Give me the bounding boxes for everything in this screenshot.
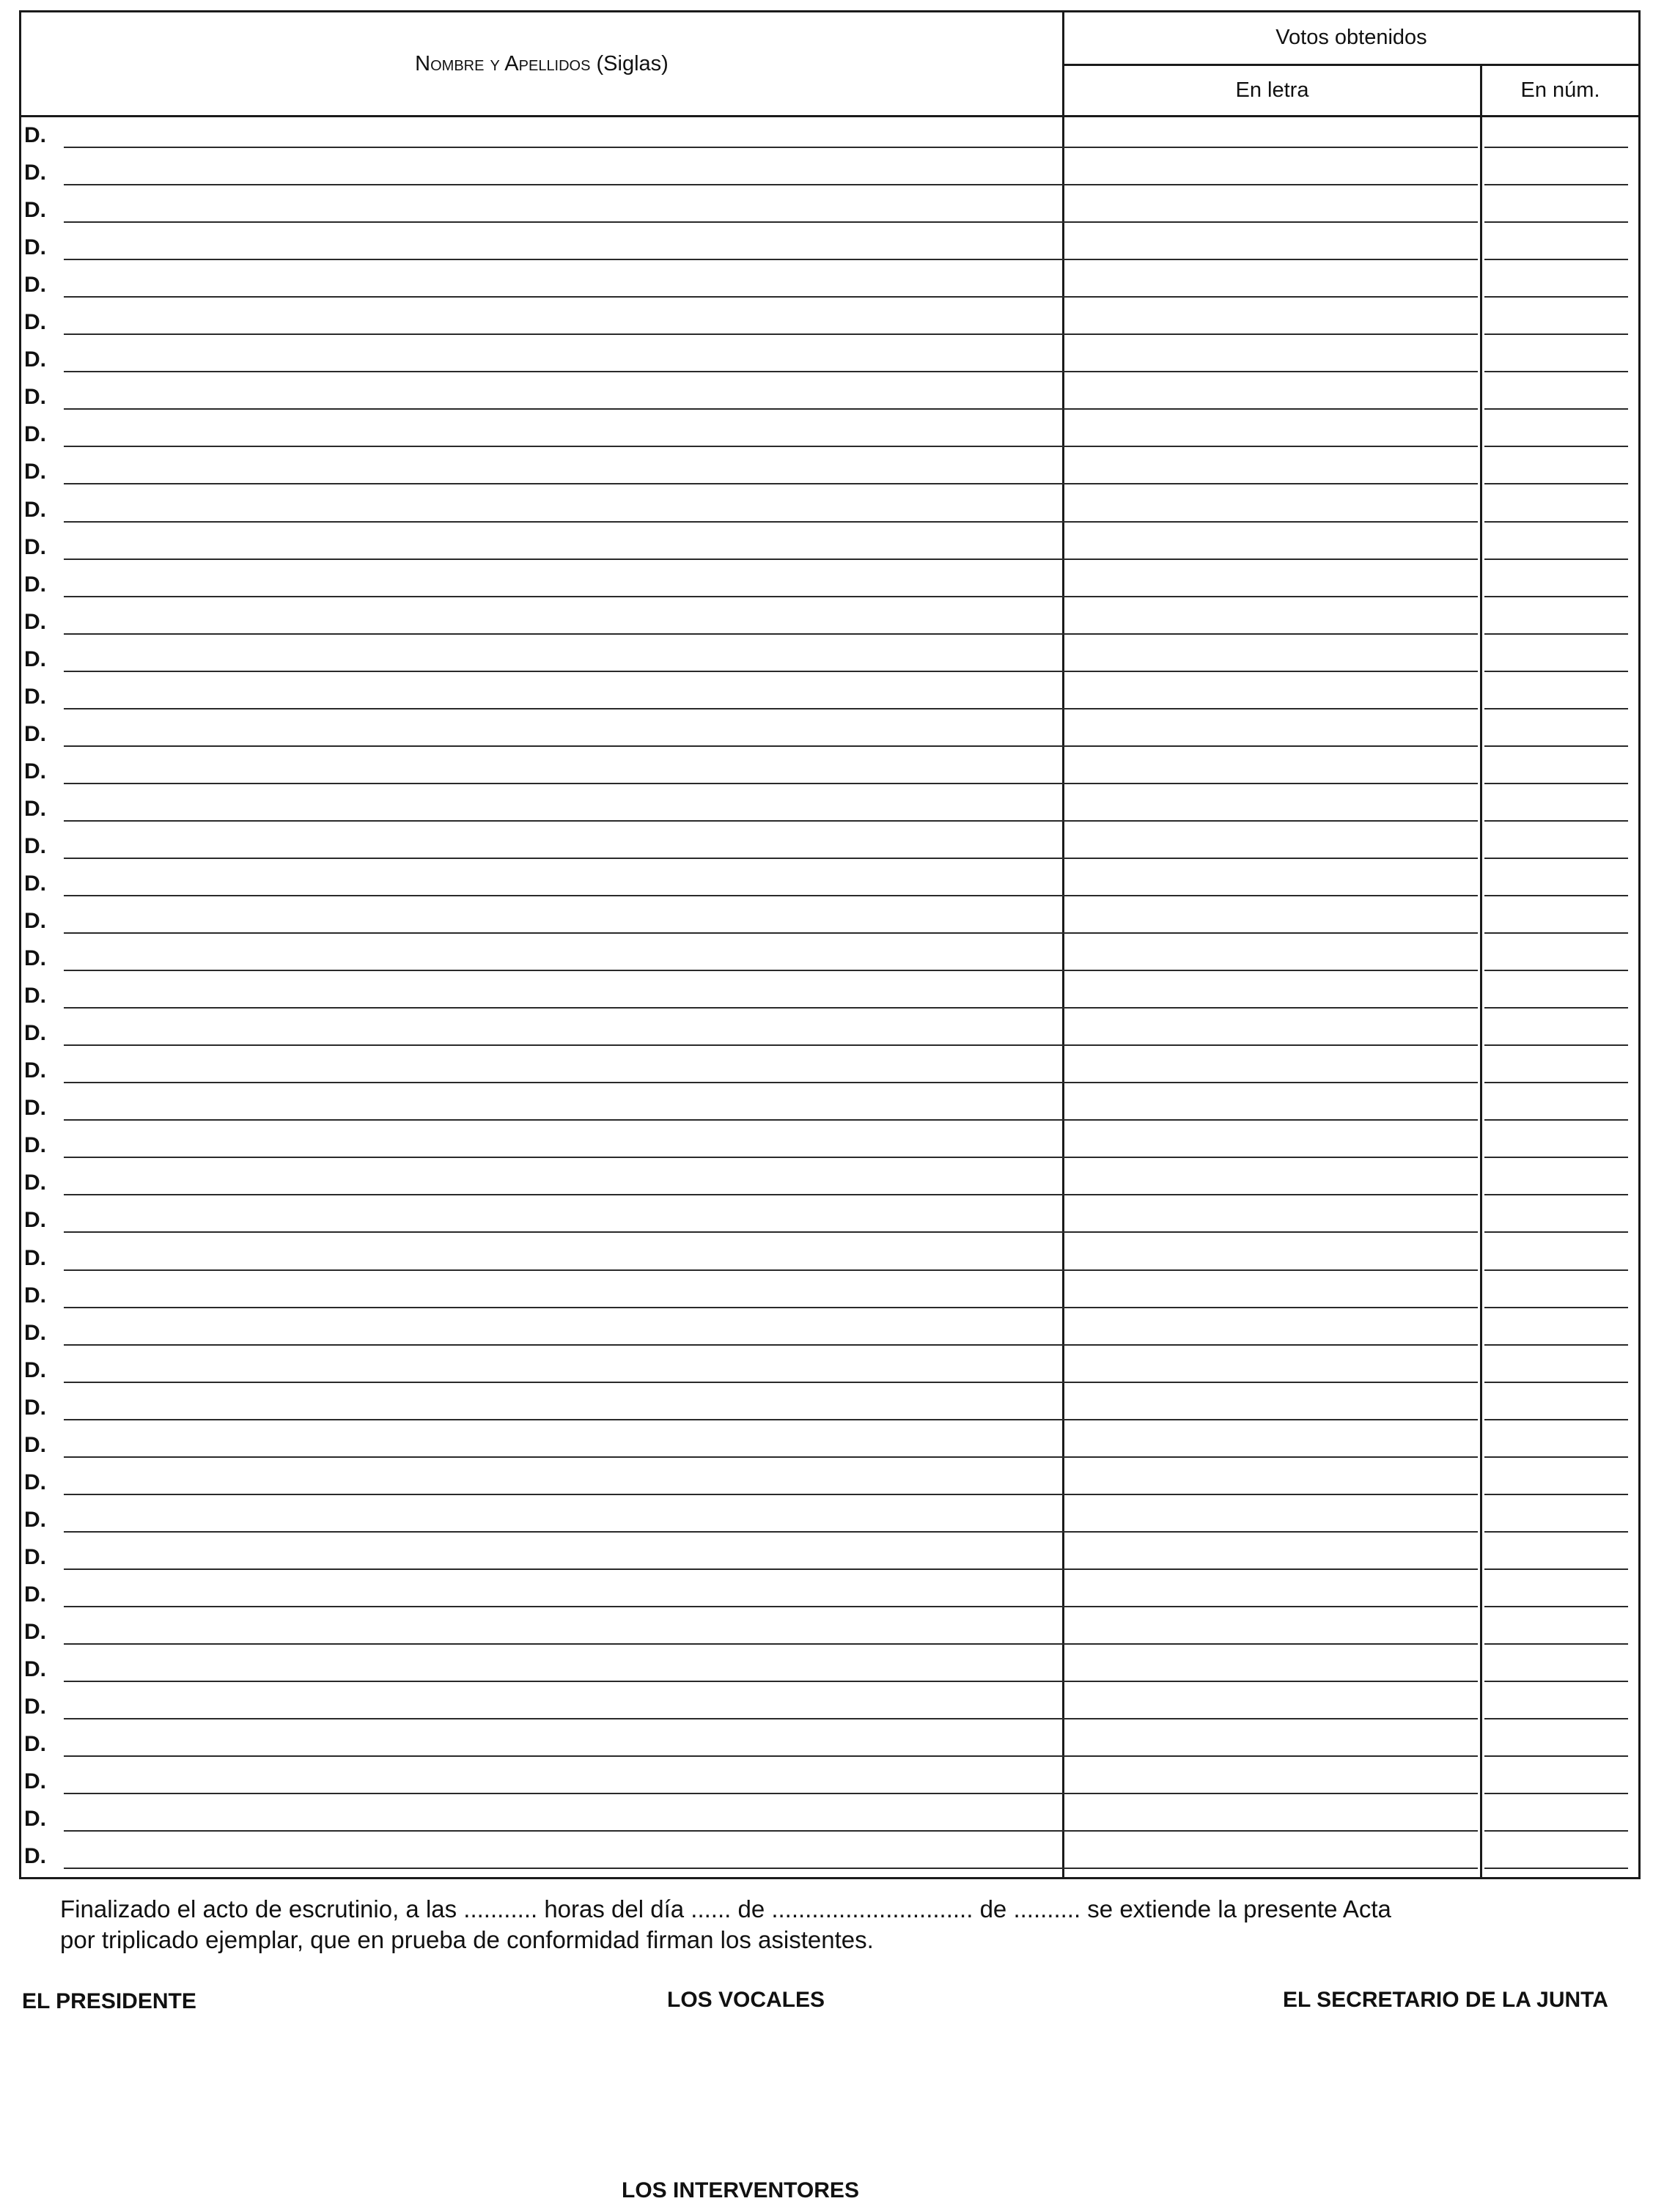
votes-letter-field[interactable] bbox=[1071, 1531, 1478, 1533]
row-prefix: D. bbox=[24, 497, 46, 522]
closing-line-1: Finalizado el acto de escrutinio, a las ........... horas del día ...... de .............................. de .......... se extiende la presente Acta bbox=[60, 1895, 1391, 1922]
votes-number-field[interactable] bbox=[1484, 1269, 1628, 1271]
candidate-name-field[interactable] bbox=[64, 1793, 1075, 1794]
row-prefix: D. bbox=[24, 1544, 46, 1569]
candidate-name-field[interactable] bbox=[64, 408, 1075, 410]
row-prefix: D. bbox=[24, 198, 46, 223]
row-prefix: D. bbox=[24, 1695, 46, 1719]
row-prefix: D. bbox=[24, 984, 46, 1009]
votes-number-field[interactable] bbox=[1484, 1494, 1628, 1495]
candidate-row bbox=[21, 567, 1638, 604]
votes-letter-field[interactable] bbox=[1071, 1382, 1478, 1383]
candidate-row bbox=[21, 978, 1638, 1015]
votes-letter-field[interactable] bbox=[1071, 1606, 1478, 1607]
candidate-name-field[interactable] bbox=[64, 1194, 1075, 1195]
candidate-name-field[interactable] bbox=[64, 221, 1075, 223]
candidate-row bbox=[21, 117, 1638, 155]
candidate-name-field[interactable] bbox=[64, 1643, 1075, 1645]
votes-letter-field[interactable] bbox=[1071, 745, 1478, 747]
row-prefix: D. bbox=[24, 310, 46, 335]
votes-number-field[interactable] bbox=[1484, 521, 1628, 523]
votes-number-field[interactable] bbox=[1484, 1044, 1628, 1046]
votes-number-field[interactable] bbox=[1484, 1194, 1628, 1195]
votes-letter-field[interactable] bbox=[1071, 1269, 1478, 1271]
votes-letter-field[interactable] bbox=[1071, 1868, 1478, 1869]
candidate-name-field[interactable] bbox=[64, 259, 1075, 260]
candidate-name-field[interactable] bbox=[64, 1830, 1075, 1832]
candidate-name-field[interactable] bbox=[64, 858, 1075, 859]
candidate-name-field[interactable] bbox=[64, 371, 1075, 372]
votes-number-field[interactable] bbox=[1484, 1643, 1628, 1645]
candidate-row bbox=[21, 416, 1638, 454]
row-prefix: D. bbox=[24, 161, 46, 185]
votes-letter-field[interactable] bbox=[1071, 371, 1478, 372]
candidate-name-field[interactable] bbox=[64, 633, 1075, 635]
votes-number-field[interactable] bbox=[1484, 820, 1628, 822]
votes-number-field[interactable] bbox=[1484, 745, 1628, 747]
votes-number-field[interactable] bbox=[1484, 1419, 1628, 1420]
candidate-row bbox=[21, 866, 1638, 903]
votes-letter-header: En letra bbox=[1235, 78, 1309, 102]
candidate-name-field[interactable] bbox=[64, 1231, 1075, 1233]
row-prefix: D. bbox=[24, 1507, 46, 1532]
name-column-title: Nombre y Apellidos bbox=[415, 52, 591, 75]
votes-group-rule bbox=[1062, 64, 1638, 66]
votes-number-field[interactable] bbox=[1484, 708, 1628, 709]
candidate-row bbox=[21, 229, 1638, 267]
candidate-row bbox=[21, 1801, 1638, 1838]
secretary-signature-label: EL SECRETARIO DE LA JUNTA bbox=[1283, 1988, 1608, 2012]
candidate-name-field[interactable] bbox=[64, 745, 1075, 747]
votes-number-field[interactable] bbox=[1484, 932, 1628, 934]
row-prefix: D. bbox=[24, 1133, 46, 1158]
scrutiny-table bbox=[19, 10, 1641, 1879]
row-prefix: D. bbox=[24, 460, 46, 484]
candidate-name-field[interactable] bbox=[64, 184, 1075, 185]
candidate-row bbox=[21, 1651, 1638, 1689]
votes-letter-field[interactable] bbox=[1071, 184, 1478, 185]
votes-letter-field[interactable] bbox=[1071, 1344, 1478, 1346]
candidate-name-field[interactable] bbox=[64, 932, 1075, 934]
votes-letter-field[interactable] bbox=[1071, 1456, 1478, 1458]
row-prefix: D. bbox=[24, 1470, 46, 1494]
votes-letter-field[interactable] bbox=[1071, 671, 1478, 672]
candidate-row bbox=[21, 1726, 1638, 1763]
candidate-name-field[interactable] bbox=[64, 1681, 1075, 1682]
votes-number-field[interactable] bbox=[1484, 1681, 1628, 1682]
votes-number-field[interactable] bbox=[1484, 970, 1628, 971]
votes-letter-field[interactable] bbox=[1071, 1643, 1478, 1645]
votes-number-field[interactable] bbox=[1484, 858, 1628, 859]
row-prefix: D. bbox=[24, 572, 46, 597]
candidate-name-field[interactable] bbox=[64, 1718, 1075, 1719]
votes-number-field[interactable] bbox=[1484, 296, 1628, 298]
row-prefix: D. bbox=[24, 833, 46, 858]
candidate-name-field[interactable] bbox=[64, 1494, 1075, 1495]
row-prefix: D. bbox=[24, 646, 46, 671]
candidate-row bbox=[21, 940, 1638, 978]
votes-letter-field[interactable] bbox=[1071, 1231, 1478, 1233]
votes-number-field[interactable] bbox=[1484, 1755, 1628, 1757]
votes-letter-field[interactable] bbox=[1071, 521, 1478, 523]
candidate-row bbox=[21, 1240, 1638, 1278]
votes-number-field[interactable] bbox=[1484, 596, 1628, 597]
votes-letter-field[interactable] bbox=[1071, 1830, 1478, 1832]
votes-number-field[interactable] bbox=[1484, 221, 1628, 223]
candidate-row bbox=[21, 1052, 1638, 1090]
votes-letter-field[interactable] bbox=[1071, 446, 1478, 447]
votes-number-field[interactable] bbox=[1484, 1456, 1628, 1458]
votes-letter-field[interactable] bbox=[1071, 221, 1478, 223]
row-prefix: D. bbox=[24, 1170, 46, 1195]
votes-number-field[interactable] bbox=[1484, 259, 1628, 260]
row-prefix: D. bbox=[24, 1096, 46, 1121]
candidate-name-field[interactable] bbox=[64, 1606, 1075, 1607]
candidate-row bbox=[21, 1539, 1638, 1577]
votes-letter-field[interactable] bbox=[1071, 1194, 1478, 1195]
candidate-row bbox=[21, 604, 1638, 641]
candidate-row bbox=[21, 791, 1638, 828]
votes-number-field[interactable] bbox=[1484, 1868, 1628, 1869]
candidate-name-field[interactable] bbox=[64, 1344, 1075, 1346]
candidate-row bbox=[21, 1577, 1638, 1614]
candidate-name-field[interactable] bbox=[64, 970, 1075, 971]
candidate-name-field[interactable] bbox=[64, 333, 1075, 335]
candidate-row bbox=[21, 492, 1638, 529]
name-column-header bbox=[21, 52, 1062, 76]
candidate-row bbox=[21, 192, 1638, 229]
row-prefix: D. bbox=[24, 385, 46, 410]
votes-letter-field[interactable] bbox=[1071, 970, 1478, 971]
row-prefix: D. bbox=[24, 946, 46, 971]
row-prefix: D. bbox=[24, 1283, 46, 1308]
votes-letter-field[interactable] bbox=[1071, 1119, 1478, 1121]
row-prefix: D. bbox=[24, 235, 46, 260]
candidate-row bbox=[21, 641, 1638, 679]
candidate-name-field[interactable] bbox=[64, 1456, 1075, 1458]
candidate-row bbox=[21, 1763, 1638, 1801]
votes-letter-field[interactable] bbox=[1071, 1494, 1478, 1495]
candidate-row bbox=[21, 267, 1638, 304]
row-prefix: D. bbox=[24, 1320, 46, 1345]
candidate-row bbox=[21, 1165, 1638, 1202]
row-prefix: D. bbox=[24, 1021, 46, 1046]
candidate-row bbox=[21, 1502, 1638, 1539]
candidate-name-field[interactable] bbox=[64, 671, 1075, 672]
row-prefix: D. bbox=[24, 1432, 46, 1457]
votes-letter-field[interactable] bbox=[1071, 483, 1478, 484]
row-prefix: D. bbox=[24, 534, 46, 559]
row-prefix: D. bbox=[24, 684, 46, 709]
candidate-name-field[interactable] bbox=[64, 1007, 1075, 1009]
candidate-name-field[interactable] bbox=[64, 1382, 1075, 1383]
candidate-name-field[interactable] bbox=[64, 1868, 1075, 1869]
votes-letter-field[interactable] bbox=[1071, 633, 1478, 635]
votes-letter-field[interactable] bbox=[1071, 147, 1478, 148]
candidate-row bbox=[21, 828, 1638, 866]
candidate-row bbox=[21, 1127, 1638, 1165]
row-prefix: D. bbox=[24, 1582, 46, 1607]
candidate-name-field[interactable] bbox=[64, 1307, 1075, 1308]
candidate-row bbox=[21, 1015, 1638, 1052]
row-prefix: D. bbox=[24, 1245, 46, 1270]
votes-letter-field[interactable] bbox=[1071, 1755, 1478, 1757]
votes-number-field[interactable] bbox=[1484, 1606, 1628, 1607]
row-prefix: D. bbox=[24, 609, 46, 634]
votes-letter-field[interactable] bbox=[1071, 708, 1478, 709]
candidate-name-field[interactable] bbox=[64, 820, 1075, 822]
votes-letter-field[interactable] bbox=[1071, 1307, 1478, 1308]
candidate-name-field[interactable] bbox=[64, 446, 1075, 447]
votes-number-field[interactable] bbox=[1484, 783, 1628, 784]
votes-group-header: Votos obtenidos bbox=[1275, 26, 1427, 49]
votes-letter-field[interactable] bbox=[1071, 296, 1478, 298]
candidate-row bbox=[21, 454, 1638, 491]
votes-letter-field[interactable] bbox=[1071, 1718, 1478, 1719]
row-prefix: D. bbox=[24, 1208, 46, 1233]
candidate-name-field[interactable] bbox=[64, 1531, 1075, 1533]
votes-number-field[interactable] bbox=[1484, 1718, 1628, 1719]
row-prefix: D. bbox=[24, 1620, 46, 1644]
row-prefix: D. bbox=[24, 909, 46, 934]
votes-number-field[interactable] bbox=[1484, 1231, 1628, 1233]
votes-number-field[interactable] bbox=[1484, 371, 1628, 372]
candidate-row bbox=[21, 529, 1638, 567]
row-prefix: D. bbox=[24, 1657, 46, 1682]
candidate-name-field[interactable] bbox=[64, 1082, 1075, 1083]
votes-letter-field[interactable] bbox=[1071, 1007, 1478, 1009]
row-prefix: D. bbox=[24, 422, 46, 447]
row-prefix: D. bbox=[24, 1844, 46, 1869]
votes-number-field[interactable] bbox=[1484, 633, 1628, 635]
candidate-name-field[interactable] bbox=[64, 783, 1075, 784]
votes-number-field[interactable] bbox=[1484, 1531, 1628, 1533]
votes-number-field[interactable] bbox=[1484, 408, 1628, 410]
votes-letter-field[interactable] bbox=[1071, 259, 1478, 260]
row-prefix: D. bbox=[24, 1395, 46, 1420]
candidate-row bbox=[21, 679, 1638, 716]
votes-letter-field[interactable] bbox=[1071, 895, 1478, 896]
candidate-row bbox=[21, 304, 1638, 342]
votes-number-field[interactable] bbox=[1484, 1793, 1628, 1794]
votes-letter-field[interactable] bbox=[1071, 408, 1478, 410]
votes-number-field[interactable] bbox=[1484, 558, 1628, 560]
votes-number-field[interactable] bbox=[1484, 1307, 1628, 1308]
candidate-name-field[interactable] bbox=[64, 1044, 1075, 1046]
votes-letter-field[interactable] bbox=[1071, 1082, 1478, 1083]
row-prefix: D. bbox=[24, 796, 46, 821]
votes-number-field[interactable] bbox=[1484, 1082, 1628, 1083]
candidate-row bbox=[21, 1315, 1638, 1352]
candidate-name-field[interactable] bbox=[64, 483, 1075, 484]
candidate-name-field[interactable] bbox=[64, 296, 1075, 298]
president-signature-label: EL PRESIDENTE bbox=[22, 1989, 196, 2013]
row-prefix: D. bbox=[24, 721, 46, 746]
candidate-row bbox=[21, 753, 1638, 791]
votes-number-field[interactable] bbox=[1484, 483, 1628, 484]
candidate-row bbox=[21, 1202, 1638, 1239]
votes-number-field[interactable] bbox=[1484, 895, 1628, 896]
row-prefix: D. bbox=[24, 1807, 46, 1832]
row-prefix: D. bbox=[24, 347, 46, 372]
candidate-name-field[interactable] bbox=[64, 1568, 1075, 1570]
votes-number-field[interactable] bbox=[1484, 147, 1628, 148]
candidate-row bbox=[21, 342, 1638, 379]
candidate-row bbox=[21, 155, 1638, 192]
votes-letter-field[interactable] bbox=[1071, 932, 1478, 934]
row-prefix: D. bbox=[24, 871, 46, 896]
votes-number-field[interactable] bbox=[1484, 1830, 1628, 1832]
candidate-name-field[interactable] bbox=[64, 147, 1075, 148]
row-prefix: D. bbox=[24, 1058, 46, 1083]
row-prefix: D. bbox=[24, 1732, 46, 1757]
row-prefix: D. bbox=[24, 1769, 46, 1794]
votes-letter-field[interactable] bbox=[1071, 783, 1478, 784]
closing-statement bbox=[60, 1894, 1636, 1955]
row-prefix: D. bbox=[24, 759, 46, 784]
votes-number-field[interactable] bbox=[1484, 184, 1628, 185]
votes-letter-field[interactable] bbox=[1071, 820, 1478, 822]
candidate-name-field[interactable] bbox=[64, 1119, 1075, 1121]
votes-number-field[interactable] bbox=[1484, 446, 1628, 447]
candidate-row bbox=[21, 1427, 1638, 1464]
votes-letter-field[interactable] bbox=[1071, 1681, 1478, 1682]
votes-number-field[interactable] bbox=[1484, 1344, 1628, 1346]
row-prefix: D. bbox=[24, 273, 46, 298]
candidate-row bbox=[21, 1390, 1638, 1427]
votes-letter-field[interactable] bbox=[1071, 858, 1478, 859]
closing-line-2: por triplicado ejemplar, que en prueba de conformidad firman los asistentes. bbox=[60, 1926, 874, 1953]
votes-letter-field[interactable] bbox=[1071, 558, 1478, 560]
candidate-name-field[interactable] bbox=[64, 708, 1075, 709]
votes-letter-field[interactable] bbox=[1071, 596, 1478, 597]
candidate-row bbox=[21, 1689, 1638, 1726]
candidate-row bbox=[21, 1352, 1638, 1390]
candidate-name-field[interactable] bbox=[64, 521, 1075, 523]
candidate-row bbox=[21, 379, 1638, 416]
candidate-name-field[interactable] bbox=[64, 895, 1075, 896]
interventores-signature-label: LOS INTERVENTORES bbox=[622, 2178, 859, 2202]
candidate-name-field[interactable] bbox=[64, 596, 1075, 597]
votes-number-field[interactable] bbox=[1484, 1568, 1628, 1570]
votes-number-field[interactable] bbox=[1484, 1007, 1628, 1009]
candidate-row bbox=[21, 1614, 1638, 1651]
votes-letter-field[interactable] bbox=[1071, 1044, 1478, 1046]
votes-number-field[interactable] bbox=[1484, 333, 1628, 335]
name-column-suffix: (Siglas) bbox=[590, 52, 669, 75]
candidate-name-field[interactable] bbox=[64, 1419, 1075, 1420]
votes-letter-field[interactable] bbox=[1071, 333, 1478, 335]
row-prefix: D. bbox=[24, 123, 46, 147]
votes-letter-field[interactable] bbox=[1071, 1157, 1478, 1158]
row-prefix: D. bbox=[24, 1357, 46, 1382]
candidate-name-field[interactable] bbox=[64, 558, 1075, 560]
candidate-row bbox=[21, 716, 1638, 753]
votes-number-field[interactable] bbox=[1484, 1382, 1628, 1383]
candidate-row bbox=[21, 903, 1638, 940]
votes-number-header: En núm. bbox=[1520, 78, 1600, 102]
votes-number-field[interactable] bbox=[1484, 1119, 1628, 1121]
votes-letter-field[interactable] bbox=[1071, 1568, 1478, 1570]
candidate-row bbox=[21, 1090, 1638, 1127]
votes-letter-field[interactable] bbox=[1071, 1793, 1478, 1794]
votes-number-field[interactable] bbox=[1484, 671, 1628, 672]
vocales-signature-label: LOS VOCALES bbox=[667, 1988, 825, 2012]
candidate-row bbox=[21, 1464, 1638, 1502]
candidate-name-field[interactable] bbox=[64, 1269, 1075, 1271]
votes-number-field[interactable] bbox=[1484, 1157, 1628, 1158]
candidate-name-field[interactable] bbox=[64, 1755, 1075, 1757]
candidate-row bbox=[21, 1278, 1638, 1315]
candidate-row bbox=[21, 1838, 1638, 1876]
candidate-name-field[interactable] bbox=[64, 1157, 1075, 1158]
votes-letter-field[interactable] bbox=[1071, 1419, 1478, 1420]
